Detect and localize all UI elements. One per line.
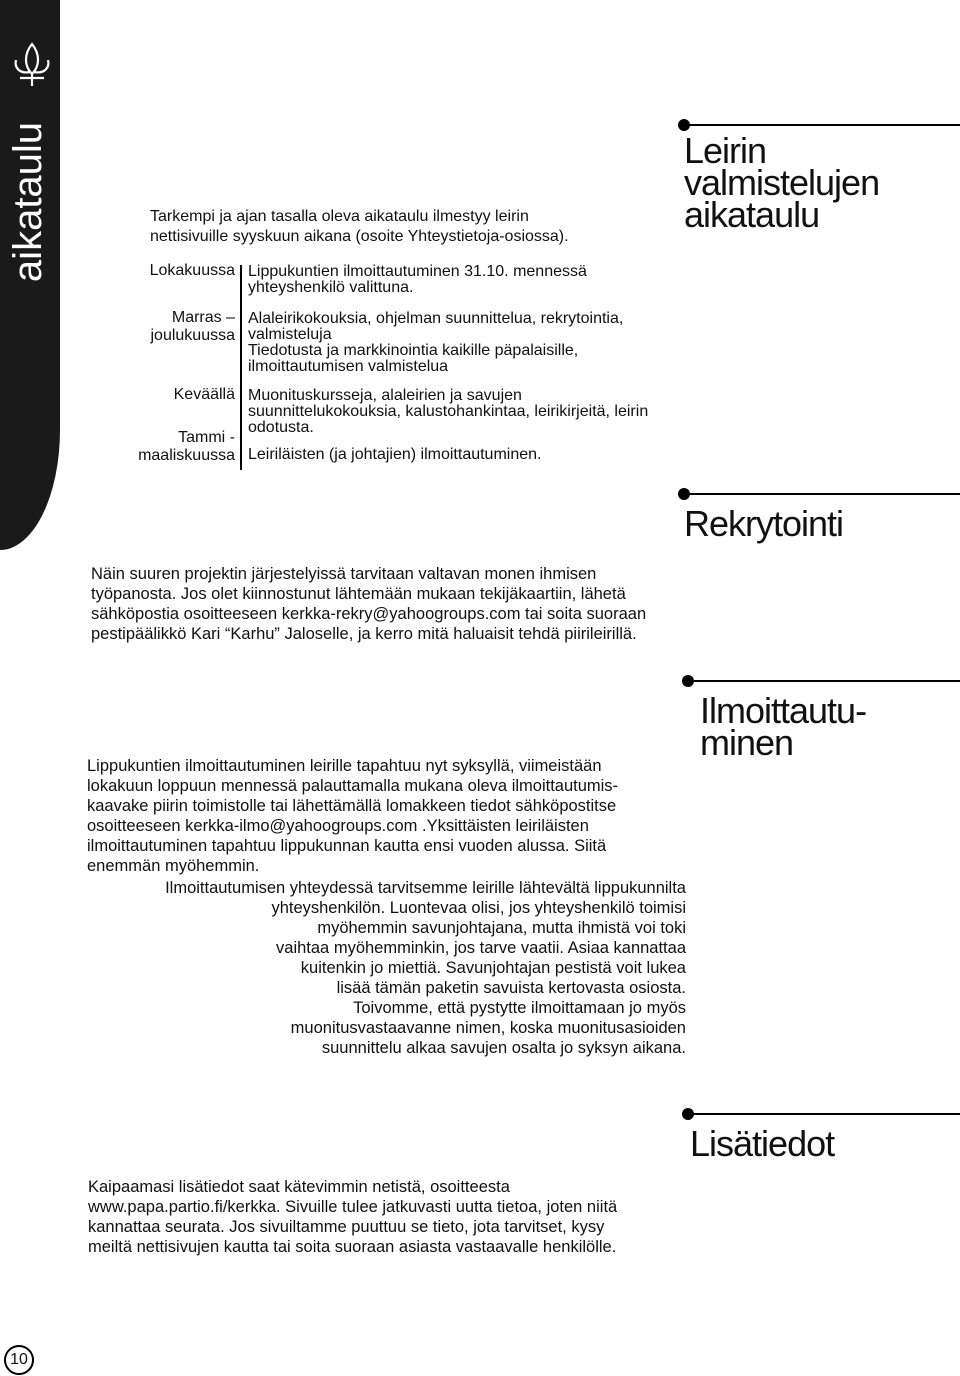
registration-title: Ilmoittautu- minen (700, 690, 867, 763)
header-rule (688, 1113, 960, 1115)
header-rule (684, 124, 960, 126)
schedule-intro: Tarkempi ja ajan tasalla oleva aikataulu ilmestyy leirin nettisivuille syyskuun aikana (osoite Yhteystietoja-osiossa). (150, 208, 569, 245)
schedule-row-text: Lippukuntien ilmoittautuminen 31.10. mennessä yhteyshenkilö valittuna. (248, 263, 587, 296)
registration-body-continued: Ilmoittautumisen yhteydessä tarvitsemme leirille lähtevältä lippukunnilta yhteyshenkilön. Luontevaa olisi, jos yhteyshenkilö toimisi myöhemmin savunjohtajana, mutta ihmistä voi toki vaihtaa myöhemminkin, jos tarve vaatii. Asiaa kannattaa kuitenkin jo miettiä. Savunjohtajan pestistä voit lukea lisää tämän paketin savuista kertovasta osiosta. Toivomme, että pystytte ilmoittamaan jo myös muonitusvastaavanne nimen, koska muonitusasioiden suunnittelu alkaa savujen osalta jo syksyn aikana. (165, 879, 686, 1057)
recruitment-title: Rekrytointi (684, 503, 844, 544)
side-tab-title: aikataulu (6, 121, 50, 283)
header-rule (684, 493, 960, 495)
schedule-row-text: Leiriläisten (ja johtajien) ilmoittautuminen. (248, 446, 542, 463)
schedule-row-label: Marras – joulukuussa (150, 309, 235, 344)
schedule-row-label: Keväällä (173, 386, 235, 403)
schedule-row-label: Lokakuussa (149, 262, 235, 279)
schedule-divider (240, 265, 242, 470)
page-number: 10 (4, 1345, 34, 1375)
schedule-row-label: Tammi - maaliskuussa (138, 429, 235, 464)
more-info-body: Kaipaamasi lisätiedot saat kätevimmin netistä, osoitteesta www.papa.partio.fi/kerkka. Sivuille tulee jatkuvasti uutta tietoa, joten niitä kannattaa seurata. Jos sivuiltamme puuttuu se tieto, jota tarvitset, kysy meiltä nettisivujen kautta tai soita suoraan asiasta vastaavalle henkilölle. (88, 1178, 618, 1256)
more-info-title: Lisätiedot (690, 1123, 835, 1164)
schedule-row-text: Alaleirikokouksia, ohjelman suunnittelua, rekrytointia, valmisteluja Tiedotusta ja markkinointia kaikille päpalaisille, ilmoittautumisen valmistelua (248, 310, 624, 375)
recruitment-body: Näin suuren projektin järjestelyissä tarvitaan valtavan monen ihmisen työpanosta. Jos olet kiinnostunut lähtemään mukaan tekijäkaartiin, lähetä sähköpostia osoitteeseen kerkka-rekry@yahoogroups.com tai soita suoraan pestipäälikkö Kari “Karhu” Jaloselle, ja kerro mitä haluaisit tehdä piirileirillä. (91, 565, 647, 643)
side-tab (0, 0, 60, 550)
schedule-title: Leirin valmistelujen aikataulu (684, 130, 880, 235)
header-rule (688, 680, 960, 682)
schedule-row-text: Muonituskursseja, alaleirien ja savujen suunnittelukokouksia, kalustohankintaa, leirikirjeitä, leirin odotusta. (248, 387, 649, 436)
registration-body: Lippukuntien ilmoittautuminen leirille tapahtuu nyt syksyllä, viimeistään lokakuun loppuun mennessä palauttamalla mukana oleva ilmoittautumis- kaavake piirin toimistolle tai lähettämällä lomakkeen tiedot sähköpostitse osoitteeseen kerkka-ilmo@yahoogroups.com .Yksittäisten leiriläisten ilmoittautuminen tapahtuu lippukunnan kautta ensi vuoden alussa. Siitä enemmän myöhemmin. (87, 757, 619, 875)
